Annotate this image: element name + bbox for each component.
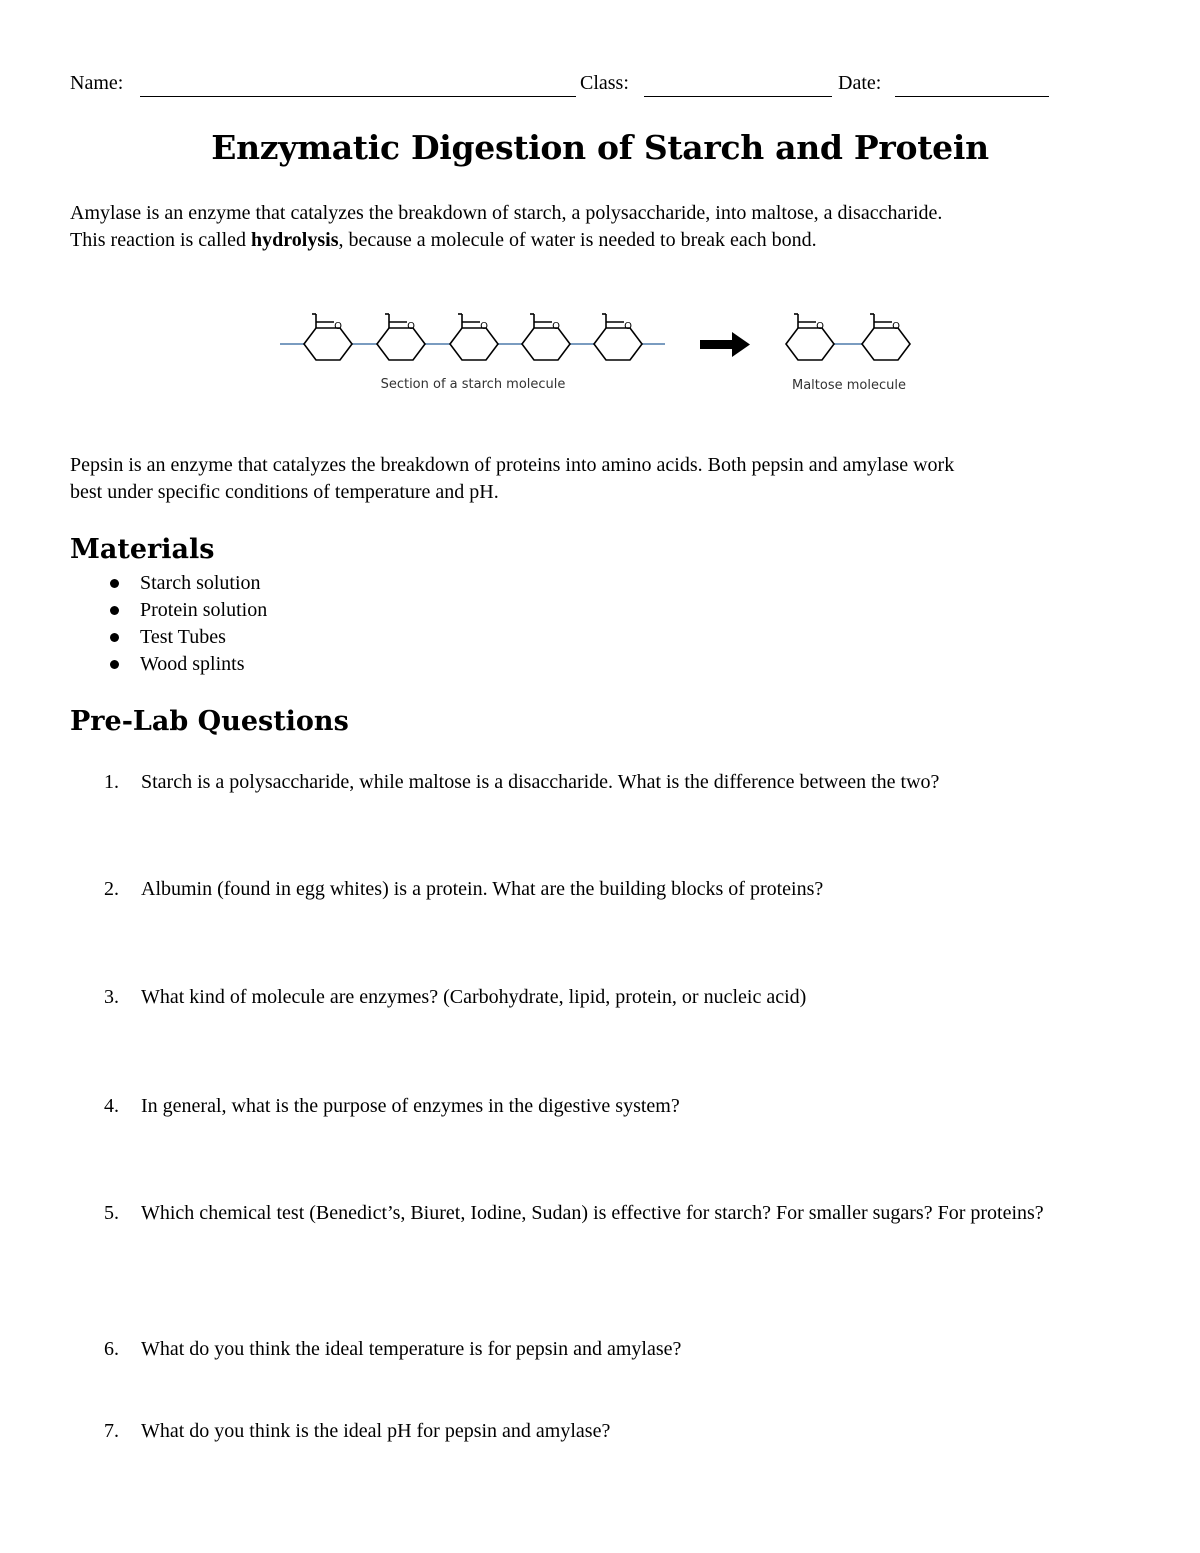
intro-paragraph [70, 200, 1130, 254]
question-number: 3. [104, 986, 119, 1008]
material-item [70, 651, 267, 678]
question-number: 7. [104, 1420, 119, 1442]
material-item [70, 597, 267, 624]
pepsin-line-2: best under specific conditions of temperature and pH. [70, 481, 499, 503]
name-label: Name: [70, 72, 124, 94]
question-text: What do you think the ideal temperature is for pepsin and amylase? [141, 1338, 682, 1360]
question-text: Albumin (found in egg whites) is a protein. What are the building blocks of proteins? [141, 878, 824, 900]
class-blank[interactable] [644, 96, 832, 97]
oxygen-label: O [816, 321, 824, 332]
materials-list [70, 570, 267, 678]
intro-text: , because a molecule of water is needed to break each bond. [338, 229, 817, 251]
pepsin-line-1: Pepsin is an enzyme that catalyzes the breakdown of proteins into amino acids. Both pepsin and amylase work [70, 454, 955, 476]
question-number: 1. [104, 771, 119, 793]
question-number: 6. [104, 1338, 119, 1360]
question-text: In general, what is the purpose of enzymes in the digestive system? [141, 1095, 680, 1117]
class-label: Class: [580, 72, 629, 94]
question-text: What do you think is the ideal pH for pepsin and amylase? [141, 1420, 611, 1442]
bullet-icon [110, 606, 119, 615]
diagram-svg [270, 296, 930, 406]
arrow-icon [700, 332, 750, 357]
oxygen-label: O [480, 321, 488, 332]
maltose-caption: Maltose molecule [792, 378, 906, 393]
oxygen-label: O [624, 321, 632, 332]
question-text: Starch is a polysaccharide, while maltose is a disaccharide. What is the difference between the two? [141, 771, 940, 793]
sugar-ring [450, 328, 498, 360]
pepsin-paragraph [70, 452, 1130, 506]
oxygen-label: O [407, 321, 415, 332]
material-item [70, 624, 267, 651]
sugar-ring [377, 328, 425, 360]
bullet-icon [110, 633, 119, 642]
oxygen-label: O [334, 321, 342, 332]
date-blank[interactable] [895, 96, 1049, 97]
bullet-icon [110, 579, 119, 588]
page-title: Enzymatic Digestion of Starch and Protein [211, 128, 989, 167]
date-label: Date: [838, 72, 882, 94]
starch-caption: Section of a starch molecule [380, 377, 566, 392]
material-label: Protein solution [140, 599, 268, 621]
sugar-ring [522, 328, 570, 360]
oxygen-label: O [552, 321, 560, 332]
starch-maltose-diagram [270, 296, 930, 406]
intro-line-2 [70, 227, 1130, 254]
hydrolysis-term: hydrolysis [251, 229, 339, 251]
bullet-icon [110, 660, 119, 669]
material-item [70, 570, 267, 597]
question-number: 4. [104, 1095, 119, 1117]
material-label: Test Tubes [140, 626, 226, 648]
material-label: Wood splints [140, 653, 245, 675]
materials-heading: Materials [70, 534, 215, 565]
question-text: What kind of molecule are enzymes? (Carbohydrate, lipid, protein, or nucleic acid) [141, 986, 807, 1008]
diagram-rings [280, 314, 910, 360]
oxygen-label: O [892, 321, 900, 332]
name-blank[interactable] [140, 96, 576, 97]
sugar-ring [594, 328, 642, 360]
sugar-ring [862, 328, 910, 360]
prelab-heading: Pre-Lab Questions [70, 706, 349, 737]
question-number: 5. [104, 1202, 119, 1224]
sugar-ring [304, 328, 352, 360]
material-label: Starch solution [140, 572, 261, 594]
question-number: 2. [104, 878, 119, 900]
question-text: Which chemical test (Benedict’s, Biuret, Iodine, Sudan) is effective for starch? For smaller sugars? For proteins? [141, 1202, 1044, 1224]
header-row [70, 72, 1060, 102]
sugar-ring [786, 328, 834, 360]
intro-line-1: Amylase is an enzyme that catalyzes the breakdown of starch, a polysaccharide, into maltose, a disaccharide. [70, 202, 943, 224]
intro-text: This reaction is called [70, 229, 252, 251]
